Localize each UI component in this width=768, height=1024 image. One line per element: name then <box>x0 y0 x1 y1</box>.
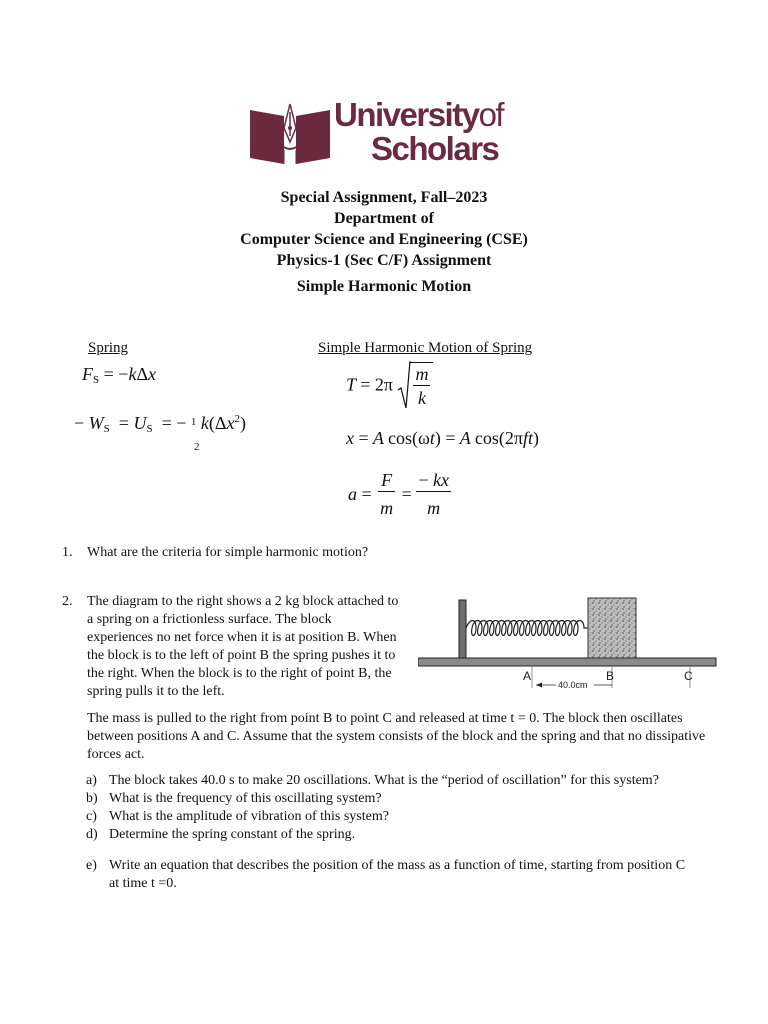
question-1-text: What are the criteria for simple harmonic motion? <box>87 545 369 560</box>
header-line-1: Special Assignment, Fall–2023 <box>280 189 488 206</box>
logo-scholars: Scholars <box>371 130 499 167</box>
frictionless-surface <box>418 658 716 666</box>
logo-of: of <box>478 96 504 133</box>
sqrt-sign-icon <box>397 360 411 410</box>
header-line-2: Department of <box>334 210 434 227</box>
distance-label: 40.0cm <box>558 680 588 690</box>
spring-block-diagram <box>418 596 718 692</box>
header-line-3: Computer Science and Engineering (CSE) <box>240 231 528 248</box>
header-line-4: Physics-1 (Sec C/F) Assignment <box>276 252 492 269</box>
topic-title: Simple Harmonic Motion <box>296 278 472 295</box>
position-formula: x = A cos(ωt) = A cos(2πft) <box>346 428 539 448</box>
period-formula: T = 2π $\frac{m}{k}$ <box>346 360 433 410</box>
label-a: A <box>523 669 532 683</box>
question-2-text: The diagram to the right shows a 2 kg block attached to a spring on a frictionless surface. The block experiences no net force when it is at position B. When the block is to the left of point B the spring pushes it to the right. When the block is to the right of point B, the spring pulls it to the left. <box>87 594 399 699</box>
subparts-list <box>86 772 726 844</box>
subpart-d: d) Determine the spring constant of the spring. <box>86 827 356 842</box>
question-2-number: 2. <box>62 594 73 609</box>
wall <box>459 600 466 658</box>
document-header <box>0 187 768 271</box>
spring-force-formula: $F_S = -k\Delta x$ <box>82 364 157 386</box>
label-b: B <box>606 669 615 683</box>
half-denominator: 2 <box>194 441 200 453</box>
question-1-number: 1. <box>62 545 73 560</box>
acceleration-formula: a = $\frac{F}{m}$ = $\frac{- kx}{m}$ <box>348 470 449 518</box>
label-c: C <box>684 669 693 683</box>
spring-coil <box>466 621 590 636</box>
shm-heading: Simple Harmonic Motion of Spring <box>318 340 533 356</box>
spring-heading: Spring <box>88 340 129 356</box>
block <box>588 598 636 658</box>
logo-university: University <box>334 96 479 133</box>
arrow-head-left-icon <box>536 683 542 688</box>
subpart-a: a) The block takes 40.0 s to make 20 oscillations. What is the “period of oscillation” for this system? <box>86 773 659 788</box>
spring-energy-formula: − $W_S = U_S$ = − $^1$ $k(\Delta x^2)$ <box>74 413 246 435</box>
subpart-c: c) What is the amplitude of vibration of this system? <box>86 809 389 824</box>
subpart-e: e) Write an equation that describes the position of the mass as a function of time, starting from position C at time t =0. <box>86 858 686 891</box>
question-2-paragraph: The mass is pulled to the right from point B to point C and released at time t = 0. The block then oscillates between positions A and C. Assume that the system consists of the block and the spring and that no dissipative forces act. <box>87 711 706 762</box>
logo-wordmark <box>334 98 503 166</box>
book-pen-icon <box>248 98 332 166</box>
subpart-b: b) What is the frequency of this oscillating system? <box>86 791 382 806</box>
half-numerator: 1 <box>190 416 197 428</box>
